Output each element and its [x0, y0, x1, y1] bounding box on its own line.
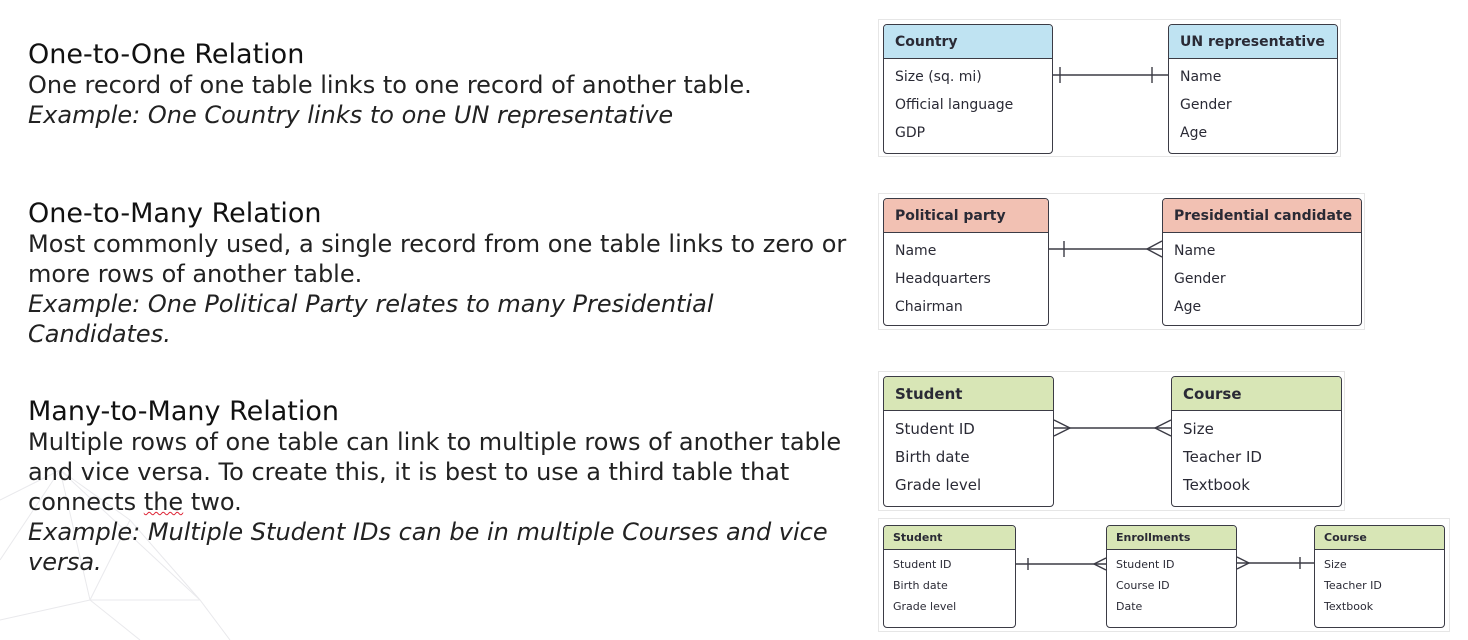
entity-field: Grade level [893, 600, 957, 613]
one-to-many-description-line1: Most commonly used, a single record from one table links to zero or [28, 230, 847, 258]
entity-field: Teacher ID [1324, 579, 1382, 592]
one-to-one-title: One-to-One Relation [28, 39, 305, 70]
many-to-many-description-line3 [28, 487, 858, 517]
entity-field: Student ID [1116, 558, 1175, 571]
entity-title: Student [884, 526, 1015, 550]
junction-table-diagram [878, 518, 1450, 632]
junction-connectors [879, 519, 1449, 631]
entity-title: Course [1315, 526, 1444, 550]
one-to-one-example: Example: One Country links to one UN representative [28, 101, 674, 129]
many-to-many-description-line2: and vice versa. To create this, it is best to use a third table that [28, 458, 790, 486]
entity-field: Headquarters [895, 271, 991, 287]
entity-field: Size [1324, 558, 1347, 571]
one-to-many-diagram [878, 193, 1365, 330]
one-to-many-description-line2: more rows of another table. [28, 260, 363, 288]
entity-title: Presidential candidate [1163, 199, 1361, 233]
entity-field: Student ID [895, 420, 975, 438]
entity-field: Gender [1180, 97, 1232, 113]
entity-field: Name [1174, 243, 1216, 259]
entity-field: Date [1116, 600, 1143, 613]
entity-field: Teacher ID [1183, 448, 1262, 466]
one-to-one-connector [879, 20, 1340, 156]
line3-part-c: two. [183, 488, 242, 516]
entity-field: Grade level [895, 476, 982, 494]
entity-field: Age [1180, 125, 1208, 141]
one-to-many-example: Example: One Political Party relates to many Presidential Candidates. [28, 290, 714, 348]
spellcheck-word: the [143, 488, 184, 516]
entity-field: Age [1174, 299, 1202, 315]
entity-field: Textbook [1183, 476, 1250, 494]
entity-field: Birth date [895, 448, 970, 466]
many-to-many-section [28, 397, 858, 577]
entity-field: Size (sq. mi) [895, 69, 982, 85]
entity-field: Birth date [893, 579, 948, 592]
entity-field: Chairman [895, 299, 963, 315]
line3-part-a: connects [28, 488, 144, 516]
many-to-many-connector [879, 372, 1344, 510]
many-to-many-diagram [878, 371, 1345, 511]
entity-title: Student [884, 377, 1053, 411]
many-to-many-title: Many-to-Many Relation [28, 396, 339, 427]
one-to-one-description: One record of one table links to one record of another table. [28, 71, 752, 99]
one-to-one-section [28, 40, 858, 130]
one-to-one-diagram [878, 19, 1341, 157]
many-to-many-example-line1: Example: Multiple Student IDs can be in multiple Courses and vice [28, 518, 828, 546]
entity-title: Political party [884, 199, 1048, 233]
entity-title: Country [884, 25, 1052, 59]
entity-field: Official language [895, 97, 1014, 113]
entity-field: Textbook [1324, 600, 1374, 613]
many-to-many-description-line1: Multiple rows of one table can link to multiple rows of another table [28, 428, 842, 456]
one-to-many-section [28, 199, 858, 349]
one-to-many-title: One-to-Many Relation [28, 198, 322, 229]
entity-field: Gender [1174, 271, 1226, 287]
entity-field: GDP [895, 125, 926, 141]
entity-field: Course ID [1116, 579, 1170, 592]
one-to-many-connector [879, 194, 1364, 329]
entity-title: UN representative [1169, 25, 1337, 59]
many-to-many-example-line2: versa. [28, 548, 102, 576]
entity-title: Course [1172, 377, 1341, 411]
entity-field: Student ID [893, 558, 952, 571]
entity-field: Size [1183, 420, 1214, 438]
entity-title: Enrollments [1107, 526, 1236, 550]
entity-field: Name [895, 243, 937, 259]
entity-field: Name [1180, 69, 1222, 85]
